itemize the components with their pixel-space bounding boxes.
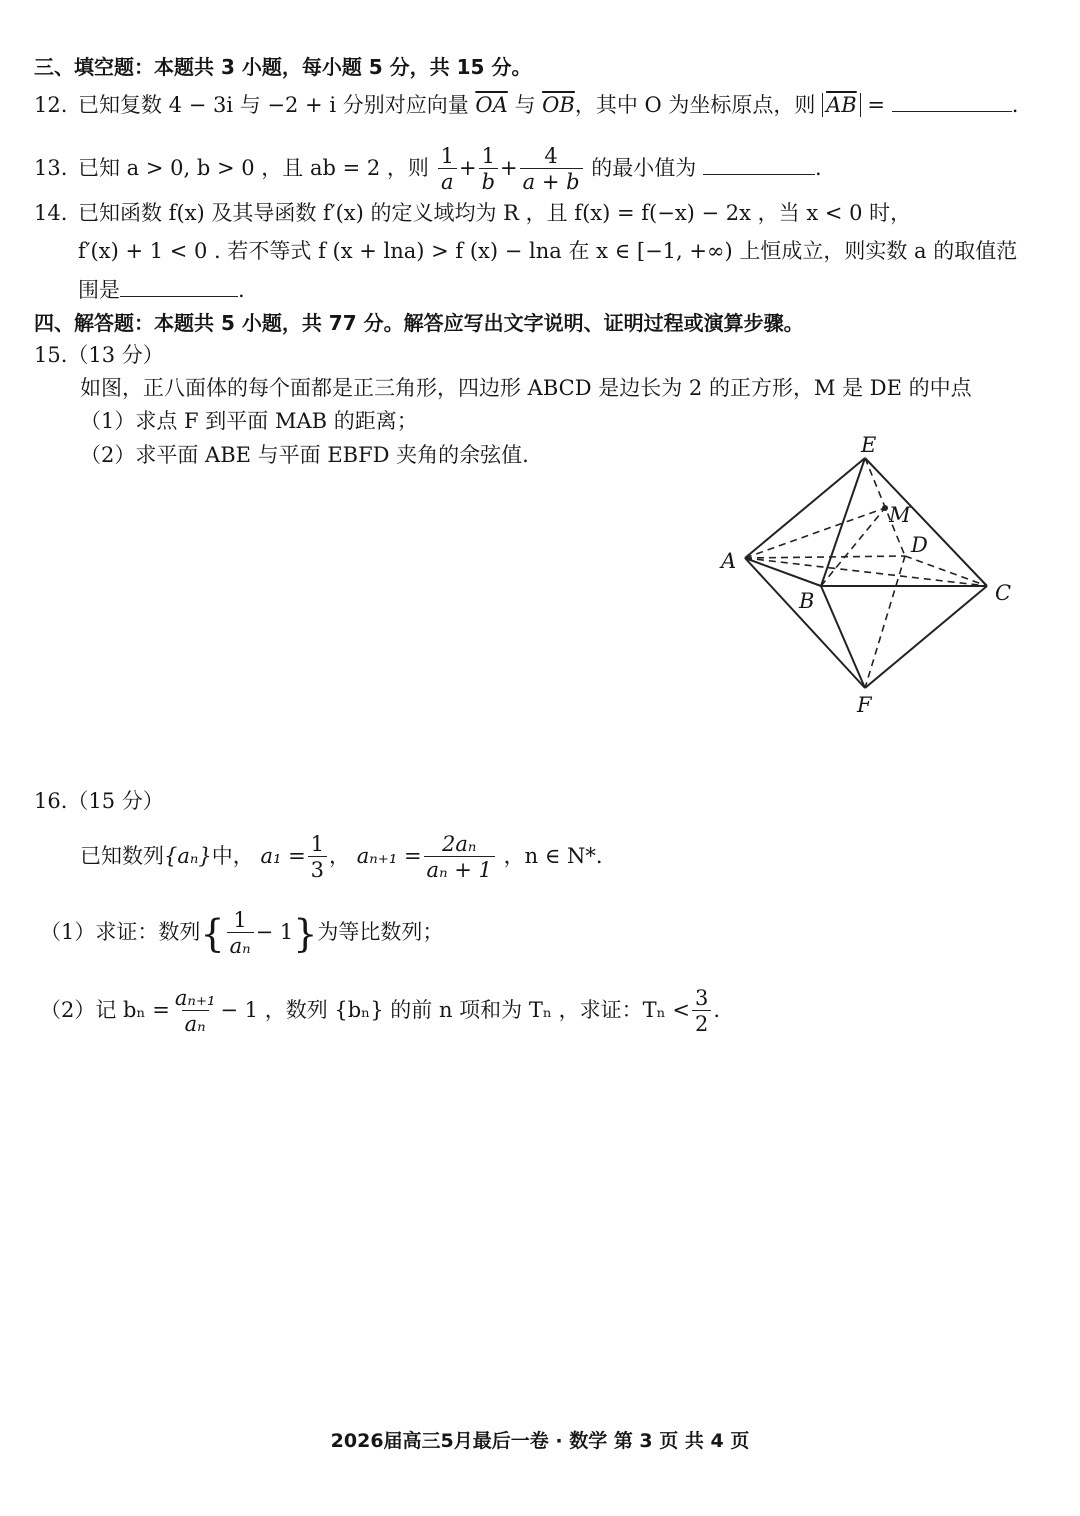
answer-blank[interactable]	[892, 110, 1012, 112]
q12-text-2: 与	[514, 93, 536, 117]
edge-ec	[865, 458, 987, 586]
question-13: 13. 已知 a > 0, b > 0 ，且 ab = 2 ，则 $\frac{1}{a}$ + $\frac{1}{b}$ + $\frac{4}{a + b}$ 的最小值为 .	[34, 138, 822, 198]
question-14-line-2: f′(x) + 1 < 0 . 若不等式 f (x + lna) > f (x) − lna 在 x ∈ [−1, +∞) 上恒成立，则实数 a 的取值范	[78, 239, 1018, 263]
octahedron-figure	[705, 430, 1045, 720]
vector-ab: $\overline{AB}$	[826, 93, 857, 117]
question-16-part-2: （2）记 bₙ = $\frac{\text{aₙ₊₁}}{\text{aₙ}}$ − 1 ，数列 {bₙ} 的前 n 项和为 Tₙ ，求证：Tₙ < $\frac{3}{2}$ .	[40, 986, 721, 1036]
answer-blank[interactable]	[120, 295, 238, 297]
label-c: C	[995, 581, 1012, 605]
section-3-heading: 三、填空题：本题共 3 小题，每小题 5 分，共 15 分。	[34, 55, 532, 79]
question-15-stem: 如图，正八面体的每个面都是正三角形，四边形 ABCD 是边长为 2 的正方形，M 是 DE 的中点	[80, 376, 972, 400]
q14-text-3: 围是	[78, 278, 120, 302]
edge-df-hidden	[865, 556, 905, 688]
question-15-part-2: （2）求平面 ABE 与平面 EBFD 夹角的余弦值.	[80, 443, 529, 467]
question-14-line-1	[34, 198, 911, 228]
label-a: A	[721, 549, 737, 573]
sequence-an: {aₙ}	[164, 844, 212, 868]
page-footer: 2026届高三5月最后一卷 · 数学 第 3 页 共 4 页	[330, 1430, 750, 1452]
label-e: E	[861, 433, 877, 457]
question-number: 13.	[34, 156, 68, 180]
label-b: B	[799, 589, 815, 613]
fraction-4-over-a-plus-b: $\frac{4}{a + b}$	[520, 144, 583, 195]
question-15-number: 15.（13 分）	[34, 343, 164, 367]
fraction-recurrence: $\frac{\text{2aₙ}}{\text{aₙ + 1}}$	[424, 832, 495, 883]
question-15-part-1: （1）求点 F 到平面 MAB 的距离；	[80, 409, 418, 433]
q12-text-3: ，其中 O 为坐标原点，则	[574, 93, 816, 117]
q14-text-1: 已知函数 f(x) 及其导函数 f′(x) 的定义域均为 R ，且 f(x) = f(−x) − 2x ，当 x < 0 时，	[78, 201, 912, 225]
question-14-line-3	[78, 275, 245, 305]
fraction-1-over-3: $\frac{1}{3}$	[308, 832, 327, 883]
fraction-1-over-b: $\frac{1}{b}$	[479, 144, 498, 195]
fraction-an1-over-an: $\frac{\text{aₙ₊₁}}{\text{aₙ}}$	[174, 986, 216, 1036]
edge-dc-hidden	[905, 556, 987, 586]
vector-oa: $\overline{OA}$	[475, 93, 508, 117]
fraction-1-over-an: $\frac{1}{\text{aₙ}}$	[227, 908, 254, 959]
point-m	[882, 505, 888, 511]
q13-end: .	[814, 156, 822, 180]
edge-cf	[865, 586, 987, 688]
label-f: F	[857, 693, 872, 717]
question-12	[34, 90, 1018, 120]
q14-end: .	[238, 278, 245, 302]
fraction-1-over-a: $\frac{1}{a}$	[438, 144, 457, 195]
edge-af	[745, 558, 865, 688]
label-d: D	[911, 533, 928, 557]
edge-ad-hidden	[745, 556, 905, 558]
answer-blank[interactable]	[703, 173, 815, 175]
q12-equals: =	[867, 93, 885, 117]
q13-text-2: 的最小值为	[591, 156, 697, 180]
question-16-number: 16.（15 分）	[34, 789, 164, 813]
fraction-3-over-2: $\frac{3}{2}$	[692, 986, 711, 1037]
question-number: 12.	[34, 93, 68, 117]
segment-am-hidden	[745, 508, 885, 558]
section-4-heading: 四、解答题：本题共 5 小题，共 77 分。解答应写出文字说明、证明过程或演算步骤。	[34, 311, 804, 335]
label-m: M	[889, 503, 911, 527]
edge-bf	[821, 586, 865, 688]
q12-end: .	[1011, 93, 1019, 117]
question-16-part-1: （1）求证：数列{ $\frac{1}{\text{aₙ}}$ − 1}为等比数列；	[40, 908, 444, 958]
question-number: 14.	[34, 201, 68, 225]
question-16-stem: 已知数列{aₙ}中， a₁ = $\frac{1}{3}$ ， aₙ₊₁ = $\frac{\text{2aₙ}}{\text{aₙ + 1}}$ ，n ∈ N*.	[80, 832, 603, 882]
vector-ob: $\overline{OB}$	[542, 93, 575, 117]
q13-text-1: 已知 a > 0, b > 0 ，且 ab = 2 ，则	[78, 156, 429, 180]
q12-text-1: 已知复数 4 − 3i 与 −2 + i 分别对应向量	[78, 93, 469, 117]
